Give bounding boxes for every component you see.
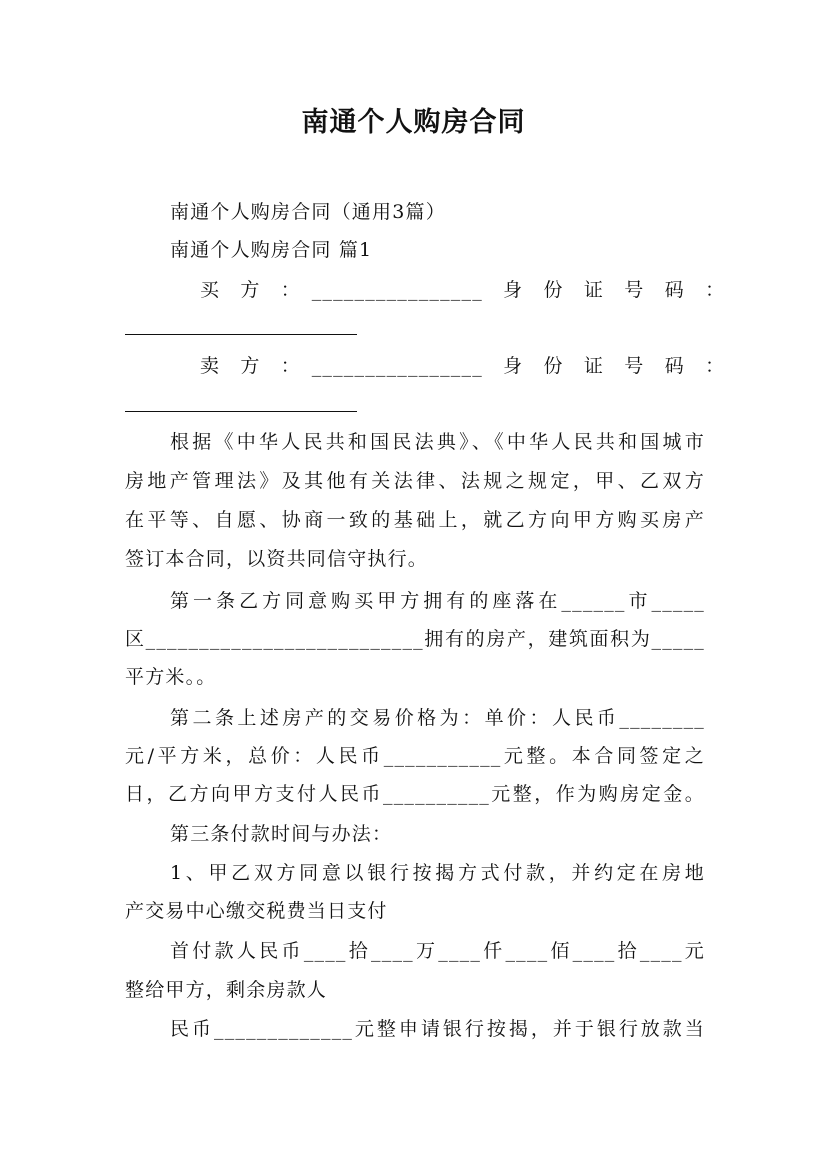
document-subtitle: 南通个人购房合同（通用3篇）	[170, 201, 446, 223]
article-3-heading: 第三条付款时间与办法：	[170, 823, 393, 845]
loan-line: 民币_____________元整申请银行按揭，并于银行放款当	[170, 1018, 705, 1040]
article-1-line: 区__________________________拥有的房产，建筑面积为_____	[125, 628, 705, 650]
article-2-line: 元/平方米，总价：人民币___________元整。本合同签定之	[125, 745, 705, 767]
article-2-line: 日，乙方向甲方支付人民币__________元整，作为购房定金。	[125, 783, 705, 805]
buyer-id-blank	[125, 334, 357, 335]
seller-id-blank	[125, 411, 357, 412]
down-payment-line: 整给甲方，剩余房款人	[125, 979, 328, 1001]
article-3-line: 1、甲乙双方同意以银行按揭方式付款，并约定在房地	[170, 862, 705, 884]
down-payment-line: 首付款人民币____拾____万____仟____佰____拾____元	[170, 940, 705, 962]
section-heading: 南通个人购房合同 篇1	[170, 239, 373, 261]
buyer-line: 买 方 ： ________________ 身 份 证 号 码 ：	[200, 279, 726, 301]
document-title: 南通个人购房合同	[301, 107, 526, 138]
paragraph-line: 签订本合同，以资共同信守执行。	[125, 548, 429, 570]
paragraph-line: 根据《中华人民共和国民法典》、《中华人民共和国城市	[170, 431, 705, 453]
paragraph-line: 在平等、自愿、协商一致的基础上，就乙方向甲方购买房产	[125, 509, 705, 531]
article-2-line: 第二条上述房产的交易价格为：单价：人民币________	[170, 707, 705, 729]
article-1-line: 平方米。。	[125, 666, 217, 688]
article-1-line: 第一条乙方同意购买甲方拥有的座落在______市_____	[170, 590, 705, 612]
paragraph-line: 房地产管理法》及其他有关法律、法规之规定，甲、乙双方	[125, 470, 705, 492]
seller-line: 卖 方 ： ________________ 身 份 证 号 码 ：	[200, 355, 726, 377]
article-3-line: 产交易中心缴交税费当日支付	[125, 900, 388, 922]
